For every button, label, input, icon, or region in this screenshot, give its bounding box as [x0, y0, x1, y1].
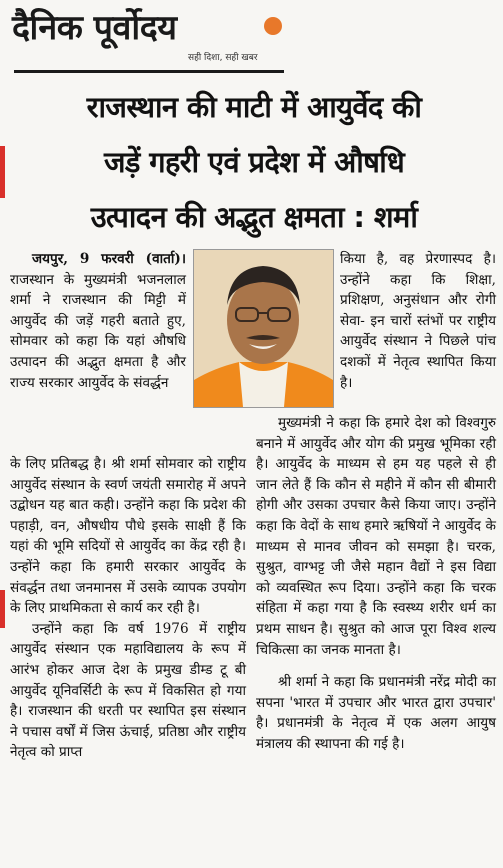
- headline: [10, 80, 498, 245]
- headline-line: राजस्थान की माटी में आयुर्वेद की: [86, 90, 422, 124]
- article-col1-top: [10, 249, 186, 393]
- headline-line: जड़ें गहरी एवं प्रदेश में औषधि: [103, 145, 405, 179]
- article-paragraph: उन्होंने कहा कि वर्ष 1976 में राष्ट्रीय आयुर्वेद संस्थान एक महाविद्यालय के रूप में आरंभ होकर आज देश के प्रमुख डीम्ड टू बी आयुर्वेद यूनिवर्सिटी के रूप में विकसित हो गया है। राजस्थान की धरती पर स्थापित इस संस्थान ने पचास वर्षों में जिस ऊंचाई, प्रतिष्ठा और राष्ट्रीय नेतृत्व को प्राप्त: [10, 620, 246, 761]
- headline-line: उत्पादन की अद्भुत क्षमता : शर्मा: [90, 200, 418, 234]
- masthead: [8, 6, 288, 72]
- article-col1-body: [10, 454, 246, 763]
- article-text: राजस्थान के मुख्यमंत्री भजनलाल शर्मा ने राजस्थान की मिट्टी में आयुर्वेद की जड़ें गहरी बताते हुए, सोमवार को कहा कि यहां औषधि उत्पादन की अद्भुत क्षमता है और राज्य सरकार आयुर्वेद के संवर्द्धन: [10, 271, 186, 391]
- newspaper-tagline: सही दिशा, सही खबर: [188, 53, 258, 63]
- portrait-illustration: [194, 250, 333, 407]
- article-col2-body: [256, 413, 496, 755]
- article-paragraph: मुख्यमंत्री ने कहा कि हमारे देश को विश्वगुरु बनाने में आयुर्वेद और योग की प्रमुख भूमिका रही है। आयुर्वेद के माध्यम से हम यह पहले से ही जान लेते हैं कि कौन से महीने में कौन सी बीमारी होगी और उसका उपचार कैसे किया जाए। उन्होंने कहा कि वेदों के साथ हमारे ऋषियों ने आयुर्वेद के माध्यम से मानव जीवन को समझा है। चरक, सुश्रुत, वाग्भट्ट जी जैसे महान वैद्यों ने इस विद्या को व्यवस्थित रूप दिया। उन्होंने कहा कि चरक संहिता में कहा गया है कि स्वस्थ्य शरीर धर्म का प्रथम साधन है। सुश्रुत को आज पूरा विश्व शल्य चिकित्सा का जनक मानता है।: [256, 415, 496, 658]
- article-paragraph: श्री शर्मा ने कहा कि प्रधानमंत्री नरेंद्र मोदी का सपना 'भारत में उपचार और भारत द्वारा उपचार' है। प्रधानमंत्री के नेतृत्व में एक अलग आयुष मंत्रालय की स्थापना की गई है।: [256, 674, 496, 752]
- left-edge-marker: [0, 590, 5, 628]
- newspaper-logo: दैनिक पूर्वोदय: [12, 8, 177, 48]
- dateline: जयपुर, 9 फरवरी (वार्ता)।: [32, 251, 186, 267]
- left-edge-marker: [0, 146, 5, 198]
- article-col2-top: [340, 249, 496, 393]
- article-paragraph: के लिए प्रतिबद्ध है। श्री शर्मा सोमवार को राष्ट्रीय आयुर्वेद संस्थान के स्वर्ण जयंती समारोह में अपने उद्बोधन यह बात कही। उन्होंने कहा कि प्रदेश की पहाड़ी, वन, औषधीय पौधे इसके साक्षी हैं कि यहां की भूमि सदियों से आयुर्वेद का केंद्र रही है। उन्होंने कहा कि हमारी सरकार आयुर्वेद के संवर्द्धन तथा जनमानस में उसके व्यापक उपयोग के लिए प्राथमिकता से कार्य कर रही है।: [10, 456, 246, 617]
- article-paragraph: किया है, वह प्रेरणास्पद है। उन्होंने कहा कि शिक्षा, प्रशिक्षण, अनुसंधान और रोगी सेवा- इन चारों स्तंभों पर राष्ट्रीय आयुर्वेद संस्थान ने पिछले पांच दशकों में नेतृत्व स्थापित किया है।: [340, 251, 496, 391]
- masthead-rule: [14, 70, 284, 73]
- portrait-photo: [193, 249, 334, 408]
- logo-sun-icon: [264, 17, 282, 35]
